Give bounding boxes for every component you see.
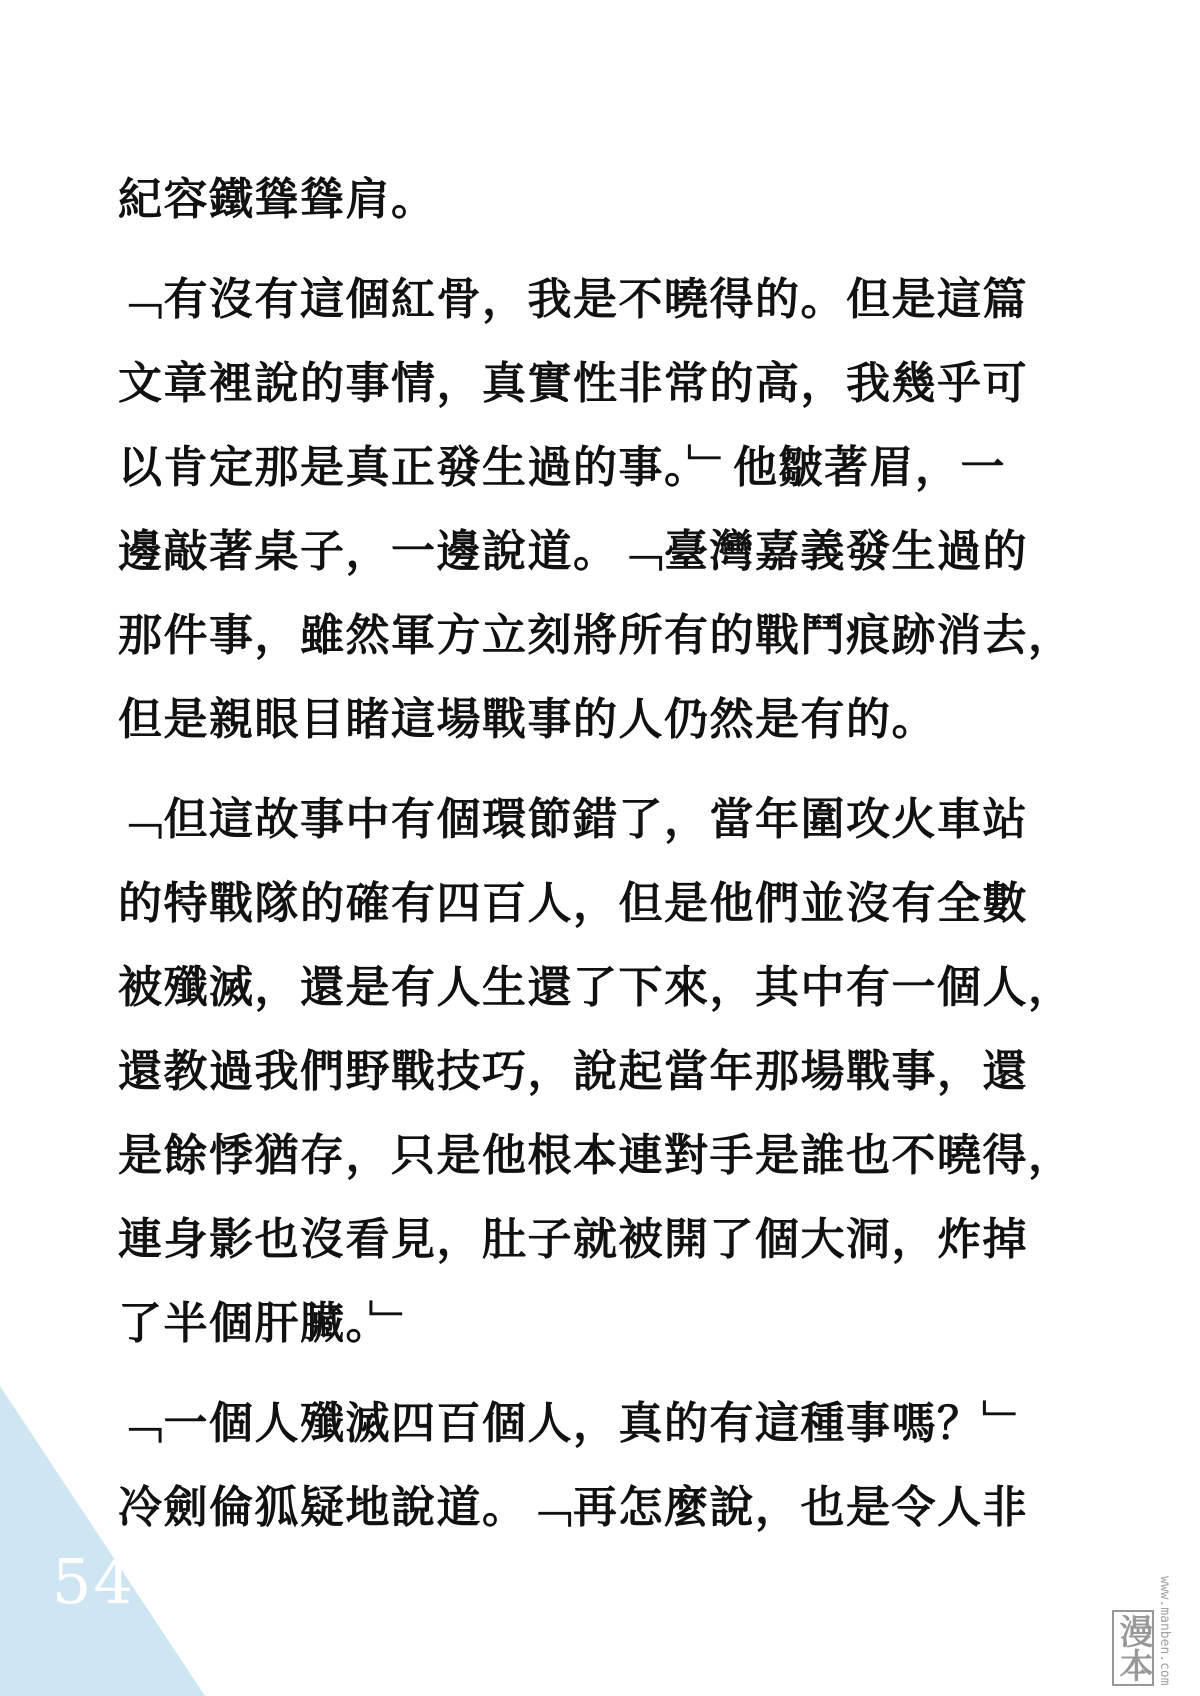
text-line: 還教過我們野戰技巧，說起當年那場戰事，還 — [118, 1046, 1028, 1097]
body-text — [118, 158, 1093, 1550]
watermark-url: www.manben.com — [1157, 1576, 1172, 1686]
page-number: 54 — [52, 1545, 135, 1618]
text-line: 的特戰隊的確有四百人，但是他們並沒有全數 — [118, 878, 1028, 929]
text-line: 邊敲著桌子，一邊說道。﹁臺灣嘉義發生過的 — [118, 526, 1028, 577]
text-line: 那件事，雖然軍方立刻將所有的戰鬥痕跡消去， — [118, 610, 1074, 661]
text-line: 冷劍倫狐疑地說道。﹁再怎麼說，也是令人非 — [118, 1482, 1028, 1533]
text-line: 文章裡說的事情，真實性非常的高，我幾乎可 — [118, 358, 1028, 409]
text-line: 連身影也沒看見，肚子就被開了個大洞，炸掉 — [118, 1214, 1028, 1265]
text-line: ﹁一個人殲滅四百個人，真的有這種事嗎？﹂ — [118, 1398, 1028, 1449]
text-line: 了半個肝臟。﹂ — [118, 1298, 415, 1349]
text-line: 紀容鐵聳聳肩。 — [118, 174, 437, 225]
text-line: ﹁但這故事中有個環節錯了，當年圍攻火車站 — [118, 794, 1028, 845]
watermark — [1112, 1456, 1178, 1686]
text-line: ﹁有沒有這個紅骨，我是不曉得的。但是這篇 — [118, 274, 1028, 325]
text-line: 但是親眼目睹這場戰事的人仍然是有的。 — [118, 694, 937, 745]
watermark-logo: 漫本 — [1112, 1610, 1154, 1686]
text-line: 被殲滅，還是有人生還了下來，其中有一個人， — [118, 962, 1074, 1013]
text-line: 是餘悸猶存，只是他根本連對手是誰也不曉得， — [118, 1130, 1074, 1181]
text-line: 以肯定那是真正發生過的事。﹂他皺著眉，一 — [118, 442, 1006, 493]
